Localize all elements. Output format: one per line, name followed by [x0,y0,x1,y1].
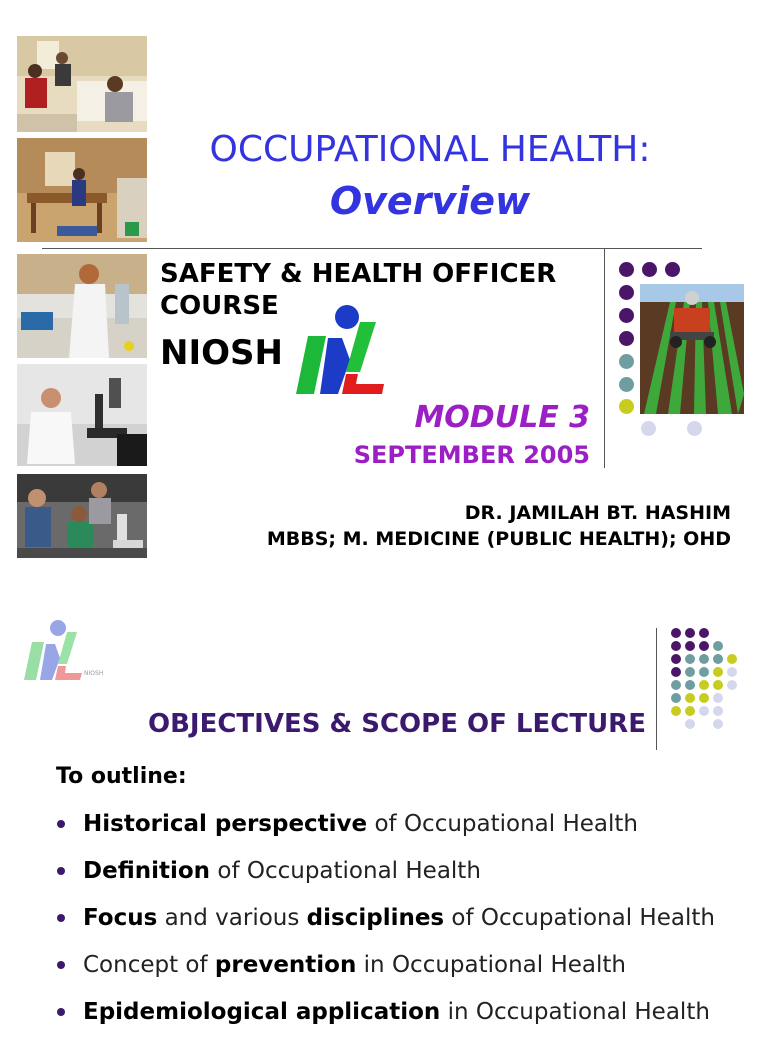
bullet-text: and various [157,905,307,931]
date-label: SEPTEMBER 2005 [353,441,590,469]
decor-dot [713,654,723,664]
decor-dot [619,377,634,392]
list-item [56,804,715,851]
decor-dot [642,262,657,277]
slide-title: OCCUPATIONAL HEALTH: [209,129,651,170]
decor-dot [713,667,723,677]
decor-dot [619,285,634,300]
decor-dot [685,719,695,729]
carpenter-at-workbench-photo [17,138,147,242]
decor-dot [619,331,634,346]
bullet-dot [57,1008,65,1016]
niosh-small-logo [22,618,112,686]
bullet-text: of Occupational Health [444,905,715,931]
bullet-text: in Occupational Health [440,999,710,1025]
decor-dot [713,641,723,651]
bullet-text: in Occupational Health [356,952,626,978]
bullet-dot [57,961,65,969]
vertical-divider-2 [656,628,657,750]
bullet-text: of Occupational Health [210,858,481,884]
decor-dot [713,719,723,729]
organization-name: NIOSH [160,333,283,373]
vertical-divider [604,248,605,468]
decor-dot [713,706,723,716]
objectives-list [56,804,715,1039]
author-block [200,500,731,552]
decor-dot [713,693,723,703]
decor-dot [699,667,709,677]
decor-dot [685,680,695,690]
decor-dot [699,628,709,638]
decor-dot [671,628,681,638]
decor-dot [713,680,723,690]
group-at-microscopes-photo [17,474,147,558]
slide-subtitle: Overview [329,179,531,223]
decor-dot [671,693,681,703]
decor-dot [699,654,709,664]
bullet-dot [57,867,65,875]
people-in-workshop-photo [17,36,147,132]
decor-dot [727,667,737,677]
decor-dot [699,706,709,716]
course-line-1: SAFETY & HEALTH OFFICER [160,259,557,289]
list-item [56,898,715,945]
decor-dot [619,262,634,277]
list-item [56,992,715,1039]
decor-dot [727,654,737,664]
decor-dot [671,654,681,664]
decor-dot [619,399,634,414]
decor-dot [685,628,695,638]
bullet-bold: Definition [83,858,211,884]
bullet-dot [57,820,65,828]
bullet-bold: Historical perspective [83,811,368,837]
bullet-dot [57,914,65,922]
man-at-microscope-photo [17,364,147,466]
decor-dot [671,680,681,690]
bullet-text: of Occupational Health [367,811,638,837]
decor-dot [671,641,681,651]
decor-dot [671,667,681,677]
outline-intro: To outline: [56,764,187,789]
decor-dot [685,693,695,703]
decor-dot [699,680,709,690]
bullet-bold-2: disciplines [306,905,445,931]
bullet-bold: Epidemiological application [83,999,441,1025]
decor-dot [641,421,656,436]
decor-dot [685,706,695,716]
list-item [56,851,715,898]
lab-technician-photo [17,254,147,358]
tractor-in-field-photo [640,284,744,414]
list-item [56,945,715,992]
decor-dot [665,262,680,277]
decor-dot [699,641,709,651]
decor-dot [685,654,695,664]
decor-dot [685,667,695,677]
decor-dot [687,421,702,436]
horizontal-divider [42,248,702,249]
author-credentials: MBBS; M. MEDICINE (PUBLIC HEALTH); OHD [266,528,731,550]
bullet-text-pre: Concept of [83,952,215,978]
niosh-small-logo-text: NIOSH [84,670,104,677]
objectives-title: OBJECTIVES & SCOPE OF LECTURE [148,709,646,739]
module-label: MODULE 3 [414,400,590,435]
decor-dot [727,680,737,690]
decor-dot [685,641,695,651]
author-name: DR. JAMILAH BT. HASHIM [464,502,731,524]
decor-dot [671,706,681,716]
niosh-logo [292,302,388,398]
decor-dot [619,308,634,323]
decor-dot [619,354,634,369]
bullet-bold: Focus [83,905,158,931]
course-line-2: COURSE [160,291,279,321]
bullet-bold: prevention [214,952,357,978]
decor-dot [699,693,709,703]
